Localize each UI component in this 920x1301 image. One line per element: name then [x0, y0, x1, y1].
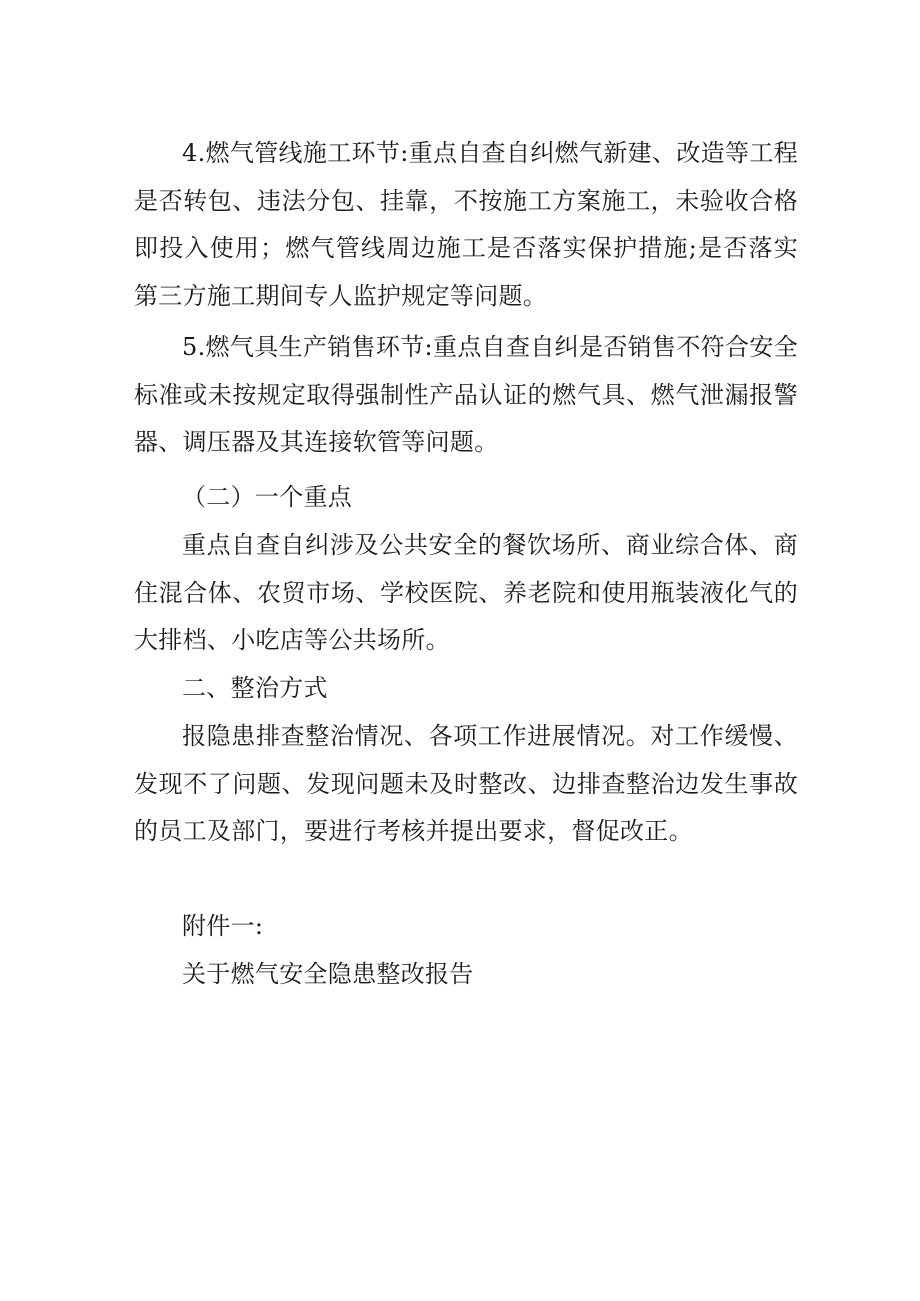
- paragraph-item-4: 4.燃气管线施工环节:重点自查自纠燃气新建、改造等工程是否转包、违法分包、挂靠，不按施工方案施工，未验收合格即投入使用；燃气管线周边施工是否落实保护措施;是否落实第三方施工期间专人监护规定等问题。: [134, 139, 798, 310]
- paragraph-item-5: 5.燃气具生产销售环节:重点自查自纠是否销售不符合安全标准或未按规定取得强制性产品认证的燃气具、燃气泄漏报警器、调压器及其连接软管等问题。: [134, 333, 798, 456]
- paragraph-focus: 重点自查自纠涉及公共安全的餐饮场所、商业综合体、商住混合体、农贸市场、学校医院、养老院和使用瓶装液化气的大排档、小吃店等公共场所。: [134, 531, 798, 654]
- section-heading-method: 二、整治方式: [182, 674, 328, 702]
- subheading-one-focus: （二）一个重点: [182, 483, 353, 511]
- attachment-title: 关于燃气安全隐患整改报告: [182, 960, 474, 988]
- paragraph-method: 报隐患排查整治情况、各项工作进展情况。对工作缓慢、发现不了问题、发现问题未及时整改、边排查整治边发生事故的员工及部门，要进行考核并提出要求，督促改正。: [134, 722, 798, 845]
- attachment-label: 附件一:: [182, 912, 264, 940]
